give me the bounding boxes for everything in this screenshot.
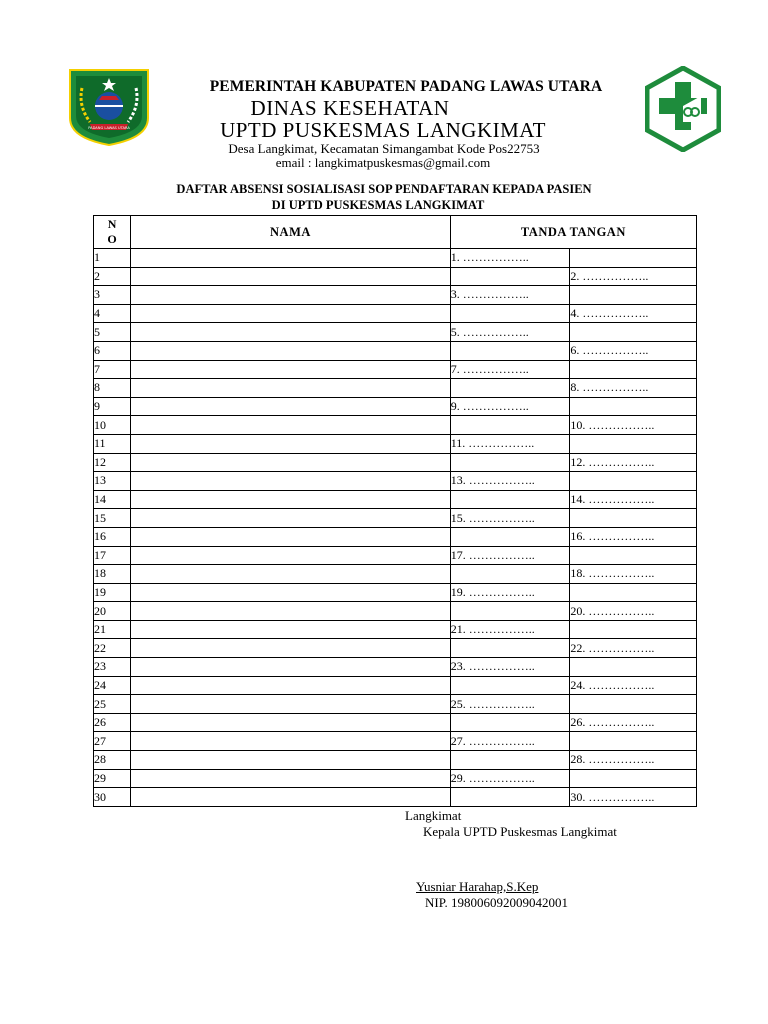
signature-cell-left[interactable] — [450, 527, 570, 546]
table-row — [94, 472, 697, 491]
signature-cell-left[interactable] — [450, 676, 570, 695]
signature-position: Kepala UPTD Puskesmas Langkimat — [423, 824, 617, 839]
table-row — [94, 509, 697, 528]
name-cell[interactable] — [131, 304, 451, 323]
signature-cell-left[interactable]: 25. …………….. — [450, 695, 570, 714]
row-number: 28 — [94, 751, 131, 770]
signature-cell-left[interactable] — [450, 713, 570, 732]
table-row — [94, 341, 697, 360]
signature-cell-right[interactable]: 22. …………….. — [570, 639, 697, 658]
row-number: 25 — [94, 695, 131, 714]
name-cell[interactable] — [131, 434, 451, 453]
document-title: DAFTAR ABSENSI SOSIALISASI SOP PENDAFTARAN KEPADA PASIEN — [176, 182, 592, 196]
signature-cell-left[interactable] — [450, 602, 570, 621]
signature-cell-right[interactable] — [570, 546, 697, 565]
signatory-name: Yusniar Harahap,S.Kep — [416, 879, 539, 894]
header-address: Desa Langkimat, Kecamatan Simangambat Kode Pos22753 — [228, 141, 540, 156]
name-cell[interactable] — [131, 360, 451, 379]
table-row — [94, 676, 697, 695]
signature-cell-right[interactable]: 18. …………….. — [570, 565, 697, 584]
signature-cell-right[interactable] — [570, 472, 697, 491]
signature-cell-right[interactable]: 6. …………….. — [570, 341, 697, 360]
name-cell[interactable] — [131, 751, 451, 770]
row-number: 15 — [94, 509, 131, 528]
signature-cell-left[interactable] — [450, 341, 570, 360]
name-cell[interactable] — [131, 695, 451, 714]
row-number: 26 — [94, 713, 131, 732]
row-number: 12 — [94, 453, 131, 472]
name-cell[interactable] — [131, 341, 451, 360]
row-number: 17 — [94, 546, 131, 565]
signature-cell-right[interactable] — [570, 323, 697, 342]
table-row — [94, 788, 697, 807]
signature-cell-left[interactable]: 29. …………….. — [450, 769, 570, 788]
header-agency: DINAS KESEHATAN — [250, 96, 450, 120]
row-number: 13 — [94, 472, 131, 491]
signature-cell-right[interactable] — [570, 434, 697, 453]
row-number: 29 — [94, 769, 131, 788]
name-cell[interactable] — [131, 788, 451, 807]
signature-cell-left[interactable] — [450, 304, 570, 323]
row-number: 9 — [94, 397, 131, 416]
signature-place: Langkimat — [405, 808, 462, 823]
row-number: 10 — [94, 416, 131, 435]
name-cell[interactable] — [131, 379, 451, 398]
table-row — [94, 546, 697, 565]
table-row — [94, 713, 697, 732]
signature-cell-left[interactable]: 19. …………….. — [450, 583, 570, 602]
row-number: 5 — [94, 323, 131, 342]
header-tanda-tangan: TANDA TANGAN — [450, 216, 696, 249]
row-number: 24 — [94, 676, 131, 695]
name-cell[interactable] — [131, 397, 451, 416]
signature-cell-left[interactable]: 27. …………….. — [450, 732, 570, 751]
signature-cell-left[interactable] — [450, 565, 570, 584]
signature-cell-left[interactable]: 3. …………….. — [450, 286, 570, 305]
signature-cell-left[interactable] — [450, 379, 570, 398]
name-cell[interactable] — [131, 249, 451, 268]
table-row — [94, 565, 697, 584]
signature-cell-right[interactable]: 20. …………….. — [570, 602, 697, 621]
table-row — [94, 304, 697, 323]
row-number: 2 — [94, 267, 131, 286]
header-unit: UPTD PUSKESMAS LANGKIMAT — [220, 118, 546, 142]
table-row — [94, 249, 697, 268]
row-number: 4 — [94, 304, 131, 323]
row-number: 6 — [94, 341, 131, 360]
signature-cell-right[interactable] — [570, 732, 697, 751]
name-cell[interactable] — [131, 676, 451, 695]
signature-cell-left[interactable] — [450, 788, 570, 807]
table-row — [94, 639, 697, 658]
signatory-nip: NIP. 198006092009042001 — [425, 895, 569, 910]
signature-cell-left[interactable]: 23. …………….. — [450, 658, 570, 677]
name-cell[interactable] — [131, 620, 451, 639]
signature-cell-right[interactable] — [570, 620, 697, 639]
header-email: email : langkimatpuskesmas@gmail.com — [275, 155, 491, 170]
signature-cell-left[interactable]: 13. …………….. — [450, 472, 570, 491]
row-number: 27 — [94, 732, 131, 751]
row-number: 11 — [94, 434, 131, 453]
name-cell[interactable] — [131, 472, 451, 491]
signature-cell-right[interactable]: 26. …………….. — [570, 713, 697, 732]
logo-caption: PADANG LAWAS UTARA — [88, 126, 130, 130]
signature-cell-left[interactable]: 7. …………….. — [450, 360, 570, 379]
table-header-row — [94, 216, 697, 249]
name-cell[interactable] — [131, 769, 451, 788]
signature-cell-right[interactable]: 24. …………….. — [570, 676, 697, 695]
table-row — [94, 323, 697, 342]
table-row — [94, 286, 697, 305]
table-row — [94, 732, 697, 751]
name-cell[interactable] — [131, 286, 451, 305]
signature-cell-right[interactable] — [570, 397, 697, 416]
signature-cell-left[interactable] — [450, 490, 570, 509]
table-row — [94, 695, 697, 714]
signature-cell-right[interactable]: 28. …………….. — [570, 751, 697, 770]
signature-cell-right[interactable] — [570, 249, 697, 268]
signature-cell-right[interactable] — [570, 695, 697, 714]
name-cell[interactable] — [131, 639, 451, 658]
table-row — [94, 379, 697, 398]
name-cell[interactable] — [131, 490, 451, 509]
table-row — [94, 658, 697, 677]
row-number: 8 — [94, 379, 131, 398]
signature-cell-left[interactable] — [450, 267, 570, 286]
row-number: 16 — [94, 527, 131, 546]
signature-cell-right[interactable]: 12. …………….. — [570, 453, 697, 472]
row-number: 18 — [94, 565, 131, 584]
name-cell[interactable] — [131, 509, 451, 528]
signature-cell-right[interactable]: 10. …………….. — [570, 416, 697, 435]
name-cell[interactable] — [131, 453, 451, 472]
signature-cell-right[interactable]: 14. …………….. — [570, 490, 697, 509]
signature-cell-right[interactable]: 2. …………….. — [570, 267, 697, 286]
table-row — [94, 620, 697, 639]
signature-cell-right[interactable]: 16. …………….. — [570, 527, 697, 546]
table-row — [94, 751, 697, 770]
header-no: N O — [94, 216, 131, 249]
signature-cell-right[interactable] — [570, 658, 697, 677]
name-cell[interactable] — [131, 416, 451, 435]
signature-cell-left[interactable]: 1. …………….. — [450, 249, 570, 268]
signature-cell-left[interactable] — [450, 453, 570, 472]
signature-cell-left[interactable]: 9. …………….. — [450, 397, 570, 416]
table-row — [94, 769, 697, 788]
table-row — [94, 453, 697, 472]
document-subtitle: DI UPTD PUSKESMAS LANGKIMAT — [271, 198, 485, 212]
header-government: PEMERINTAH KABUPATEN PADANG LAWAS UTARA — [209, 78, 603, 95]
name-cell[interactable] — [131, 323, 451, 342]
table-row — [94, 360, 697, 379]
name-cell[interactable] — [131, 527, 451, 546]
name-cell[interactable] — [131, 658, 451, 677]
table-row — [94, 267, 697, 286]
table-row — [94, 397, 697, 416]
signature-cell-right[interactable] — [570, 509, 697, 528]
signature-cell-left[interactable]: 5. …………….. — [450, 323, 570, 342]
row-number: 21 — [94, 620, 131, 639]
header-nama: NAMA — [131, 216, 451, 249]
row-number: 14 — [94, 490, 131, 509]
name-cell[interactable] — [131, 713, 451, 732]
table-row — [94, 527, 697, 546]
table-row — [94, 583, 697, 602]
name-cell[interactable] — [131, 546, 451, 565]
signature-cell-right[interactable] — [570, 583, 697, 602]
table-row — [94, 434, 697, 453]
signature-cell-right[interactable]: 8. …………….. — [570, 379, 697, 398]
signature-cell-right[interactable] — [570, 286, 697, 305]
row-number: 1 — [94, 249, 131, 268]
signature-cell-left[interactable] — [450, 639, 570, 658]
row-number: 30 — [94, 788, 131, 807]
table-row — [94, 416, 697, 435]
name-cell[interactable] — [131, 565, 451, 584]
row-number: 22 — [94, 639, 131, 658]
signature-cell-right[interactable]: 4. …………….. — [570, 304, 697, 323]
signature-cell-left[interactable] — [450, 751, 570, 770]
name-cell[interactable] — [131, 602, 451, 621]
table-row — [94, 490, 697, 509]
signature-cell-left[interactable]: 21. …………….. — [450, 620, 570, 639]
name-cell[interactable] — [131, 732, 451, 751]
table-row — [94, 602, 697, 621]
row-number: 19 — [94, 583, 131, 602]
row-number: 7 — [94, 360, 131, 379]
row-number: 20 — [94, 602, 131, 621]
signature-cell-right[interactable] — [570, 360, 697, 379]
row-number: 23 — [94, 658, 131, 677]
name-cell[interactable] — [131, 583, 451, 602]
signature-cell-left[interactable] — [450, 416, 570, 435]
attendance-table — [93, 215, 697, 807]
signature-cell-left[interactable]: 15. …………….. — [450, 509, 570, 528]
signature-cell-left[interactable]: 17. …………….. — [450, 546, 570, 565]
row-number: 3 — [94, 286, 131, 305]
signature-cell-right[interactable]: 30. …………….. — [570, 788, 697, 807]
name-cell[interactable] — [131, 267, 451, 286]
signature-cell-left[interactable]: 11. …………….. — [450, 434, 570, 453]
signature-cell-right[interactable] — [570, 769, 697, 788]
